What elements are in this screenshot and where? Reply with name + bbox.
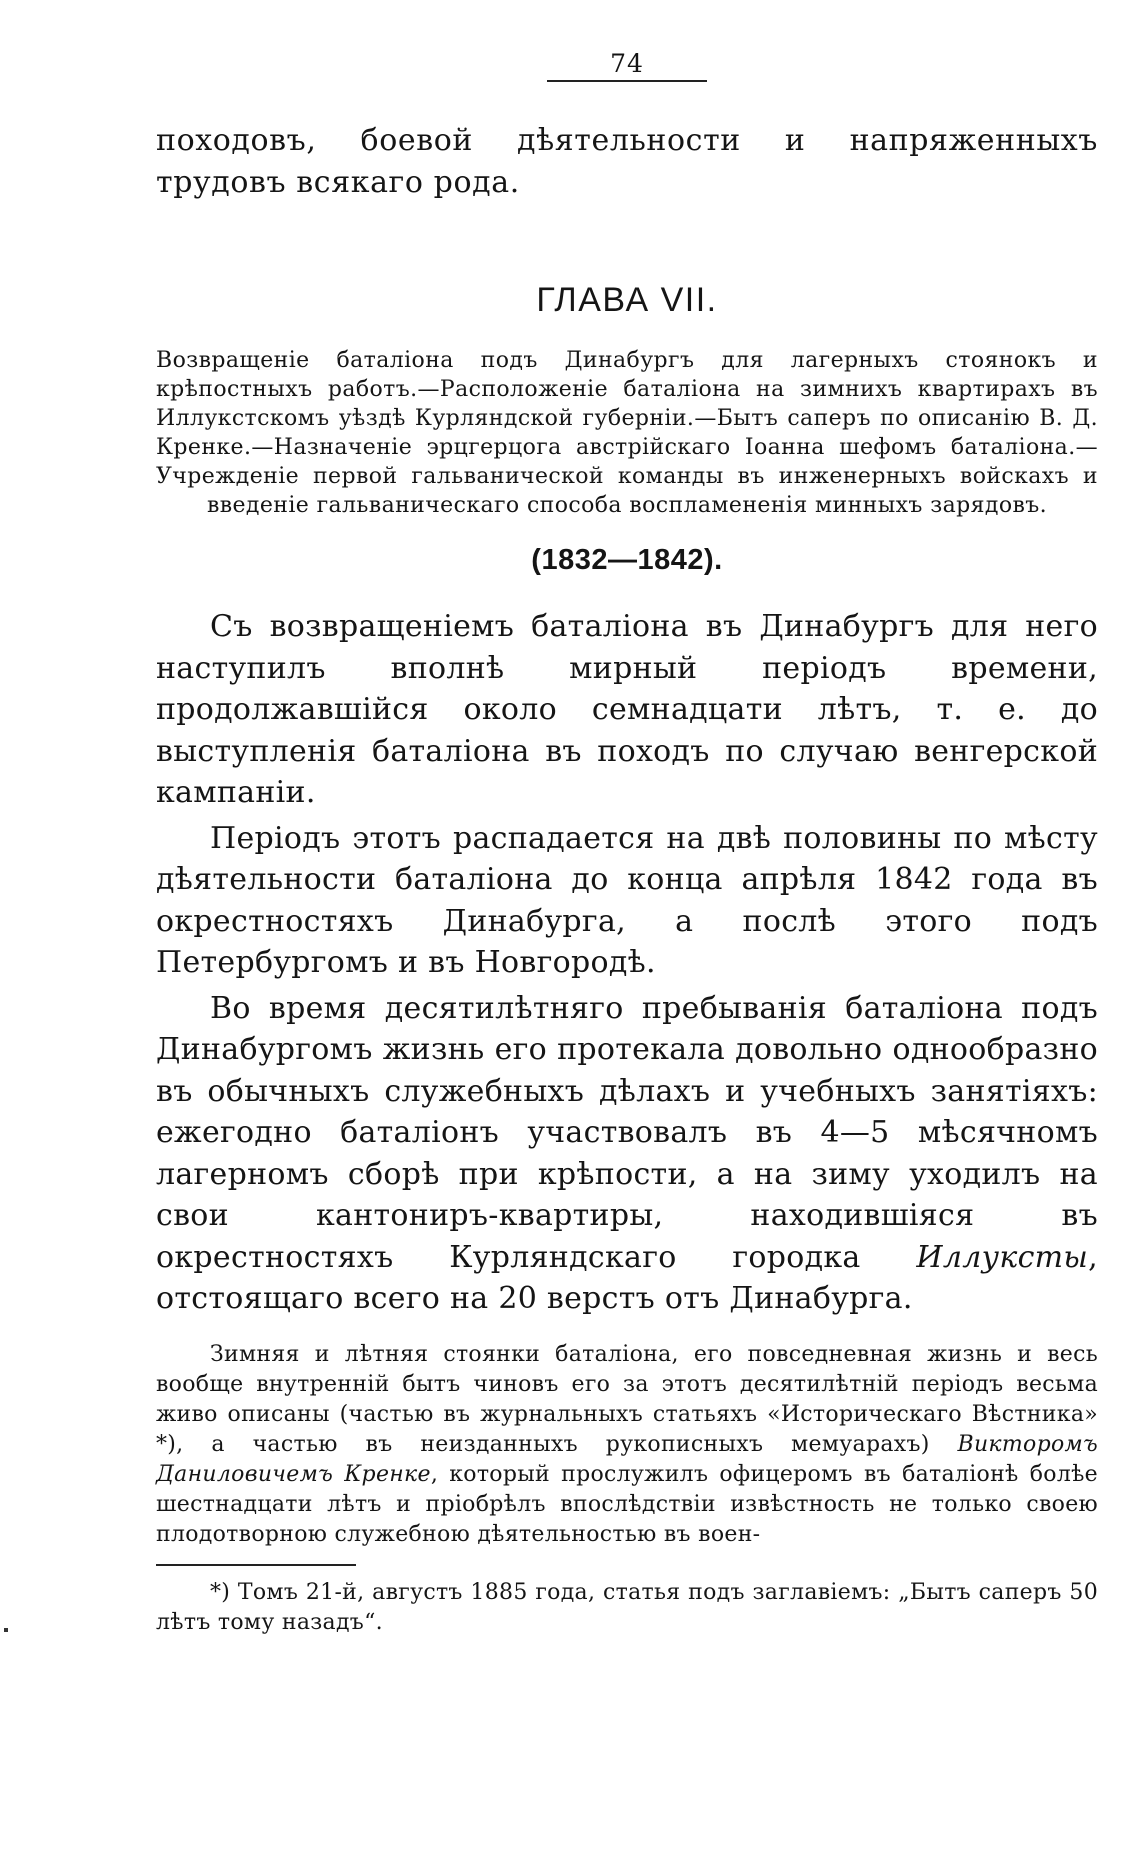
body-paragraph-2: Періодъ этотъ распадается на двѣ половины по мѣсту дѣятельности баталіона до конца апрѣля 1842 года въ окрестностяхъ Динабурга, а послѣ этого подъ Петербургомъ и въ Новгородѣ. xyxy=(156,820,1098,980)
footnote-separator xyxy=(156,1564,356,1566)
page-number-rule xyxy=(547,80,707,82)
page-number: 74 xyxy=(610,49,644,78)
paragraph-3-text-start: Во время десятилѣтняго пребыванія баталіона подъ Динабургомъ жизнь его протекала довольно однообразно въ обычныхъ служебныхъ дѣлахъ и учебныхъ занятіяхъ: ежегодно баталіонъ участвовалъ въ 4—5 мѣсячномъ лагерномъ сборѣ при крѣпости, а на зиму уходилъ на свои кантониръ-квартиры, находившіяся въ окрестностяхъ Курляндскаго городка xyxy=(156,990,1098,1275)
margin-speck xyxy=(4,1628,8,1632)
chapter-title: ГЛАВА VII. xyxy=(536,281,718,319)
body-paragraph-3 xyxy=(156,988,1098,1320)
intro-paragraph: походовъ, боевой дѣятельности и напряженныхъ трудовъ всякаго рода. xyxy=(156,123,1098,200)
small-paragraph-text-end: , который прослужилъ офицеромъ въ баталіонѣ болѣе шестнадцати лѣтъ и пріобрѣлъ впослѣдствіи извѣстность не только своею плодотворною служебною дѣятельностью въ воен- xyxy=(156,1461,1098,1547)
chapter-years: (1832—1842). xyxy=(531,544,723,576)
small-print-paragraph xyxy=(156,1340,1098,1550)
body-text xyxy=(156,606,1098,1320)
book-page xyxy=(156,48,1098,1638)
chapter-summary: Возвращеніе баталіона подъ Динабургъ для лагерныхъ стоянокъ и крѣпостныхъ работъ.—Расположеніе баталіона на зимнихъ квартирахъ въ Иллукстскомъ уѣздѣ Курляндской губерніи.—Бытъ саперъ по описанію В. Д. Кренке.—Назначеніе эрцгерцога австрійскаго Іоанна шефомъ баталіона.—Учрежденіе первой гальванической команды въ инженерныхъ войскахъ и введеніе гальваническаго способа воспламененія минныхъ зарядовъ. xyxy=(156,348,1098,518)
body-paragraph-1: Съ возвращеніемъ баталіона въ Динабургъ для него наступилъ вполнѣ мирный періодъ времени, продолжавшійся около семнадцати лѣтъ, т. е. до выступленія баталіона въ походъ по случаю венгерской кампаніи. xyxy=(156,609,1098,810)
footnote: *) Томъ 21-й, августъ 1885 года, статья подъ заглавіемъ: „Бытъ саперъ 50 лѣтъ тому назадъ“. xyxy=(156,1579,1098,1635)
small-paragraph-text-start: Зимняя и лѣтняя стоянки баталіона, его повседневная жизнь и весь вообще внутренній бытъ чиновъ его за этотъ десятилѣтній періодъ весьма живо описаны (частью въ журнальныхъ статьяхъ «Историческаго Вѣстника» *), а частью въ неизданныхъ рукописныхъ мемуарахъ) xyxy=(156,1341,1098,1457)
author-name-italic: Викторомъ Даниловичемъ Кренке xyxy=(156,1431,1098,1487)
place-name-italic: Иллуксты xyxy=(916,1239,1089,1275)
paragraph-3-text-end: , отстоящаго всего на 20 верстъ отъ Динабурга. xyxy=(156,1239,1098,1316)
